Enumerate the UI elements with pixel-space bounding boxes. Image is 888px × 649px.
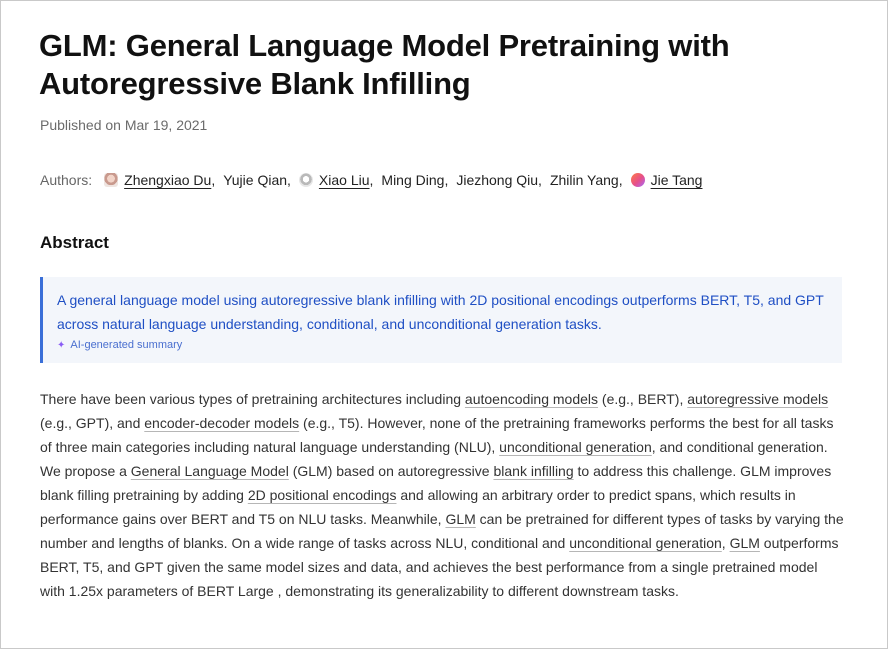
author-name: Yujie Qian xyxy=(223,172,288,188)
author-item[interactable] xyxy=(299,172,373,188)
author-avatar[interactable] xyxy=(631,173,645,187)
abstract-segment: outperforms BERT, T5, and GPT given the same model sizes and data, and achieves the best performance from a single pretrained model with 1.25x parameters of BERT Large , demonstrating its generalizability to different downstream tasks. xyxy=(40,535,839,599)
author-list xyxy=(104,172,710,188)
ai-summary-box xyxy=(40,277,842,363)
author-item[interactable] xyxy=(104,172,215,188)
author-separator: , xyxy=(444,172,449,188)
abstract-segment: (GLM) based on autoregressive xyxy=(288,463,494,479)
author-link[interactable]: Xiao Liu xyxy=(318,172,370,188)
ai-summary-text: A general language model using autoregressive blank infilling with 2D positional encodings outperforms BERT, T5, and GPT across natural language understanding, conditional, and unconditional generation tasks. xyxy=(57,292,824,332)
abstract-text xyxy=(40,387,845,603)
author-item xyxy=(456,172,542,188)
abstract-segment: (e.g., T5). However, none of the pretraining frameworks performs the best for all tasks of three main categories including natural language understanding (NLU), xyxy=(40,415,834,455)
glossary-term-link[interactable]: autoregressive models xyxy=(687,391,829,407)
authors-label: Authors: xyxy=(40,172,93,188)
glossary-term-link[interactable]: encoder-decoder models xyxy=(144,415,300,431)
glossary-term-link[interactable]: blank infilling xyxy=(493,463,574,479)
author-separator: , xyxy=(211,172,216,188)
author-separator: , xyxy=(369,172,374,188)
author-name: Jiezhong Qiu xyxy=(456,172,539,188)
author-separator: , xyxy=(287,172,291,188)
author-avatar[interactable] xyxy=(299,173,313,187)
author-item xyxy=(223,172,291,188)
abstract-segment: (e.g., BERT), xyxy=(598,391,688,407)
abstract-segment: to address this challenge. GLM improves blank filling pretraining by adding xyxy=(40,463,832,503)
author-link[interactable]: Zhengxiao Du xyxy=(124,172,212,188)
sparkle-icon: ✦ xyxy=(57,339,66,351)
abstract-segment: , xyxy=(721,535,730,551)
author-name: Zhilin Yang xyxy=(549,172,619,188)
abstract-segment: can be pretrained for different types of tasks by varying the number and lengths of blanks. On a wide range of tasks across NLU, conditional and xyxy=(40,511,844,551)
glossary-term-link[interactable]: General Language Model xyxy=(130,463,289,479)
author-name: Ming Ding xyxy=(381,172,445,188)
glossary-term-link[interactable]: GLM xyxy=(729,535,760,551)
abstract-segment: and allowing an arbitrary order to predict spans, which results in performance gains over BERT and T5 on NLU tasks. Meanwhile, xyxy=(40,487,796,527)
glossary-term-link[interactable]: GLM xyxy=(445,511,476,527)
ai-summary-label: AI-generated summary xyxy=(70,339,183,351)
author-separator: , xyxy=(618,172,623,188)
published-date: Published on Mar 19, 2021 xyxy=(40,117,208,133)
paper-page xyxy=(1,1,887,648)
glossary-term-link[interactable]: unconditional generation xyxy=(569,535,722,551)
abstract-segment: , and conditional generation. We propose a xyxy=(40,439,828,479)
ai-summary-note xyxy=(57,339,828,351)
author-separator: , xyxy=(538,172,542,188)
abstract-segment: There have been various types of pretraining architectures including xyxy=(40,391,465,407)
abstract-segment: (e.g., GPT), and xyxy=(40,415,145,431)
author-item xyxy=(381,172,448,188)
abstract-heading: Abstract xyxy=(40,233,109,252)
authors-row xyxy=(40,170,710,190)
author-item[interactable] xyxy=(631,172,703,188)
author-item xyxy=(550,172,623,188)
author-avatar[interactable] xyxy=(104,173,118,187)
paper-title: GLM: General Language Model Pretraining with Autoregressive Blank Infilling xyxy=(39,28,730,101)
glossary-term-link[interactable]: unconditional generation xyxy=(499,439,652,455)
author-link[interactable]: Jie Tang xyxy=(650,172,703,188)
glossary-term-link[interactable]: autoencoding models xyxy=(464,391,599,407)
glossary-term-link[interactable]: 2D positional encodings xyxy=(247,487,397,503)
